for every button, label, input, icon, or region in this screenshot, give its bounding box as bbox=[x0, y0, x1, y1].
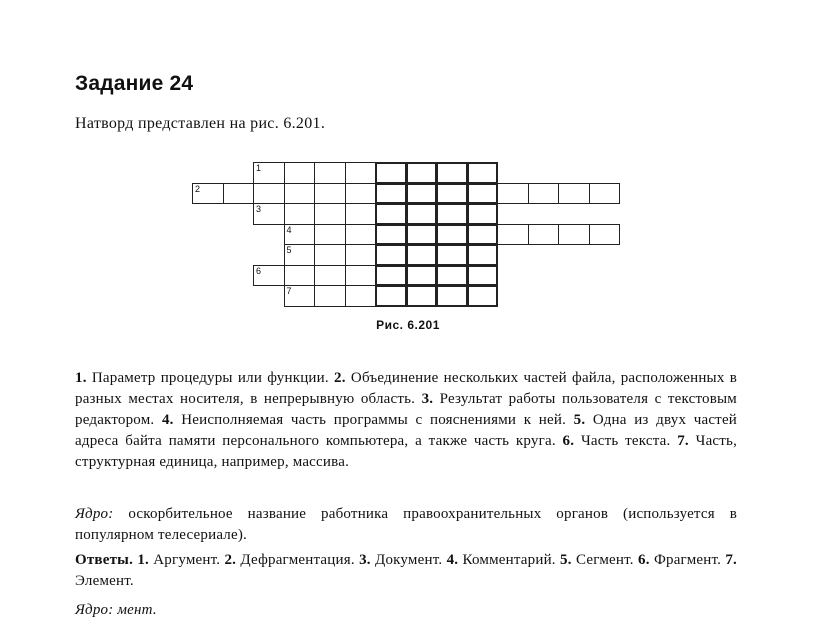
answer-number: 1. bbox=[137, 552, 149, 568]
answer-number: 7. bbox=[725, 552, 738, 568]
crossword-cell bbox=[406, 162, 438, 184]
clue-number: 6. bbox=[562, 433, 575, 449]
crossword-cell bbox=[589, 224, 621, 246]
crossword-cell bbox=[436, 244, 468, 266]
crossword-cell bbox=[345, 285, 377, 307]
answer-number: 4. bbox=[446, 552, 459, 568]
crossword-cell bbox=[467, 183, 499, 205]
crossword-cell bbox=[192, 183, 224, 205]
crossword-cell bbox=[345, 183, 377, 205]
clue-number: 5. bbox=[573, 412, 586, 428]
clue-number-label: 4 bbox=[286, 224, 292, 235]
crossword-cell bbox=[467, 224, 499, 246]
answer-text: Комментарий. bbox=[462, 552, 556, 568]
clue-number-label: 6 bbox=[256, 265, 262, 276]
crossword-cell bbox=[223, 183, 255, 205]
clue-text: Часть текста. bbox=[580, 433, 671, 449]
clue-number: 7. bbox=[677, 433, 689, 449]
crossword-cell bbox=[345, 224, 377, 246]
clue-text: Неисполняемая часть программы с пояснениями к ней. bbox=[181, 412, 567, 428]
answer-number: 5. bbox=[560, 552, 572, 568]
crossword-cell bbox=[436, 162, 468, 184]
crossword-cell bbox=[436, 265, 468, 287]
crossword-cell bbox=[406, 224, 438, 246]
answer-number: 2. bbox=[224, 552, 237, 568]
clue-number-label: 3 bbox=[256, 204, 262, 214]
crossword-cell bbox=[253, 183, 285, 205]
crossword-cell bbox=[497, 224, 529, 246]
clue-number: 1. bbox=[75, 370, 87, 386]
crossword-cell bbox=[467, 203, 499, 225]
crossword-cell bbox=[375, 265, 407, 287]
crossword-cell bbox=[497, 183, 529, 205]
crossword-cell bbox=[284, 285, 316, 307]
crossword-cell bbox=[375, 224, 407, 246]
crossword-cell bbox=[375, 183, 407, 205]
crossword-cell bbox=[253, 265, 285, 287]
crossword-cell bbox=[467, 285, 499, 307]
crossword-cell bbox=[528, 183, 560, 205]
answer-number: 6. bbox=[638, 552, 650, 568]
clue-number-label: 1 bbox=[256, 163, 262, 173]
crossword-cell bbox=[589, 183, 621, 205]
clue-number: 3. bbox=[421, 391, 434, 407]
answer-text: Элемент. bbox=[75, 573, 134, 589]
crossword-cell bbox=[284, 224, 316, 246]
answers-label: Ответы. bbox=[75, 552, 134, 568]
clue-text: Часть, структурная единица, например, массива. bbox=[75, 433, 738, 470]
core-label: Ядро: bbox=[75, 506, 114, 522]
intro-text: Натворд представлен на рис. 6.201. bbox=[75, 115, 326, 132]
crossword-cell bbox=[436, 203, 468, 225]
crossword-cell bbox=[314, 162, 346, 184]
answer-text: Документ. bbox=[375, 552, 443, 568]
crossword-cell bbox=[314, 285, 346, 307]
crossword-cell bbox=[558, 224, 590, 246]
crossword-cell bbox=[467, 162, 499, 184]
answer-text: Сегмент. bbox=[575, 552, 634, 568]
crossword-cell bbox=[253, 203, 285, 225]
core-answer-text: Ядро: мент. bbox=[75, 602, 157, 618]
crossword-cell bbox=[375, 203, 407, 225]
crossword-cell bbox=[253, 162, 285, 184]
crossword-cell bbox=[345, 203, 377, 225]
clue-number-label: 5 bbox=[286, 245, 292, 255]
crossword-cell bbox=[314, 183, 346, 205]
crossword-cell bbox=[284, 244, 316, 266]
crossword-cell bbox=[406, 244, 438, 266]
clue-text: Объединение нескольких частей файла, расположенных в разных местах носителя, в непрерывную область. bbox=[75, 370, 738, 407]
crossword-cell bbox=[284, 265, 316, 287]
answers-paragraph bbox=[75, 550, 737, 592]
crossword-cell bbox=[375, 162, 407, 184]
answer-text: Фрагмент. bbox=[653, 552, 722, 568]
crossword-cell bbox=[558, 183, 590, 205]
crossword-cell bbox=[284, 162, 316, 184]
clue-text: Одна из двух частей адреса байта памяти персонального компьютера, а также часть круга. bbox=[75, 412, 738, 449]
crossword-cell bbox=[406, 265, 438, 287]
core-clue-paragraph bbox=[75, 504, 737, 546]
clue-text: Результат работы пользователя с текстовым редактором. bbox=[75, 391, 737, 428]
crossword-cell bbox=[436, 285, 468, 307]
crossword-cell bbox=[345, 162, 377, 184]
clue-number-label: 2 bbox=[195, 183, 201, 194]
crossword-cell bbox=[436, 183, 468, 205]
crossword-cell bbox=[467, 265, 499, 287]
crossword-cell bbox=[314, 224, 346, 246]
crossword-cell bbox=[284, 203, 316, 225]
answer-text: Дефрагментация. bbox=[240, 552, 355, 568]
caption-text: Рис. 6.201 bbox=[376, 318, 440, 332]
crossword-cell bbox=[314, 265, 346, 287]
crossword-cell bbox=[284, 183, 316, 205]
crossword-cell bbox=[528, 224, 560, 246]
crossword-cell bbox=[467, 244, 499, 266]
answer-text: Аргумент. bbox=[153, 552, 221, 568]
core-text: оскорбительное название работника правоохранительных органов (используется в популярном телесериале). bbox=[75, 506, 737, 543]
core-answer bbox=[75, 600, 737, 621]
figure-caption bbox=[0, 318, 816, 332]
crossword-cell bbox=[314, 244, 346, 266]
crossword-cell bbox=[314, 203, 346, 225]
crossword-cell bbox=[406, 285, 438, 307]
crossword-cell bbox=[345, 265, 377, 287]
clue-number: 4. bbox=[161, 412, 174, 428]
crossword-cell bbox=[406, 203, 438, 225]
crossword-cell bbox=[345, 244, 377, 266]
crossword-cell bbox=[436, 224, 468, 246]
clue-number-label: 7 bbox=[286, 286, 292, 296]
task-title: Задание 24 bbox=[75, 72, 194, 95]
answer-number: 3. bbox=[359, 552, 371, 568]
clue-number: 2. bbox=[334, 370, 346, 386]
crossword-cell bbox=[375, 285, 407, 307]
clue-text: Параметр процедуры или функции. bbox=[91, 370, 329, 386]
clues-paragraph bbox=[75, 368, 737, 473]
crossword-cell bbox=[375, 244, 407, 266]
crossword-cell bbox=[406, 183, 438, 205]
